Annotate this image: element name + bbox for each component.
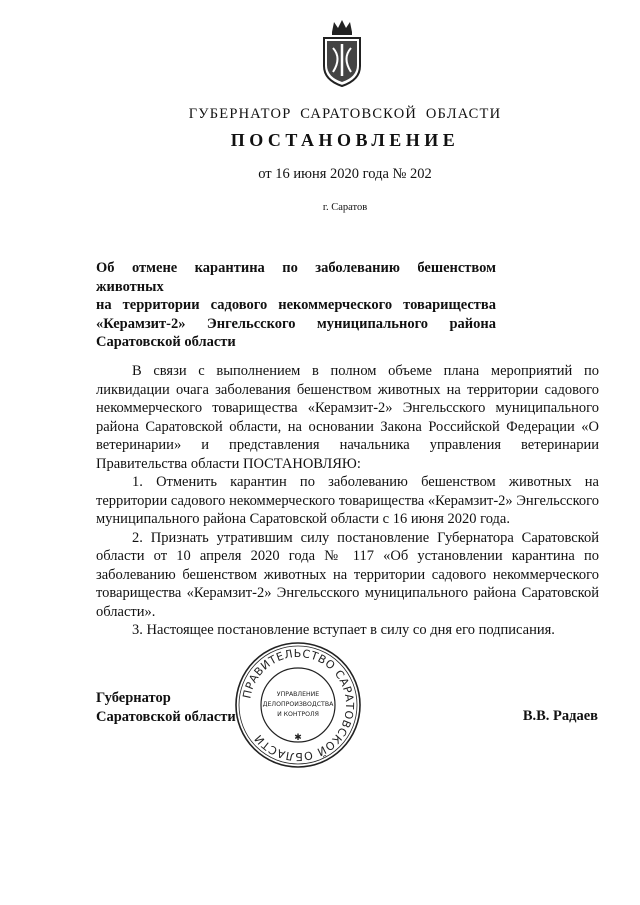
decree-item-2: 2. Признать утратившим силу постановление Губернатора Саратовской области от 10 апреля 2020 года № 117 «Об установлении карантина по заболеванию бешенством животных на территории садового некоммерческого товарищества «Керамзит-2» Энгельсского муниципального района Саратовской области». — [96, 529, 599, 620]
svg-text:И КОНТРОЛЯ: И КОНТРОЛЯ — [277, 711, 319, 718]
subject-line: на территории садового некоммерческого товарищества — [96, 297, 496, 313]
signatory-title-line: Губернатор — [96, 690, 171, 706]
signatory-title-line: Саратовской области — [96, 709, 236, 725]
document-type-title: ПОСТАНОВЛЕНИЕ — [230, 130, 460, 150]
official-seal-stamp — [233, 640, 363, 770]
document-subject — [96, 259, 496, 352]
issuing-authority: ГУБЕРНАТОР САРАТОВСКОЙ ОБЛАСТИ — [188, 106, 502, 122]
decree-item-1: 1. Отменить карантин по заболеванию бешенством животных на территории садового некоммерческого товарищества «Керамзит-2» Энгельсского муниципального района Саратовской области с 16 июня 2020 года. — [96, 474, 599, 527]
signatory-title — [96, 689, 236, 727]
subject-line: Саратовской области — [96, 334, 236, 350]
svg-text:✱: ✱ — [294, 733, 302, 743]
subject-line: Об отмене карантина по заболеванию бешенством животных — [96, 260, 496, 295]
svg-text:ДЕЛОПРОИЗВОДСТВА: ДЕЛОПРОИЗВОДСТВА — [262, 701, 334, 708]
document-city: г. Саратов — [322, 202, 368, 213]
preamble-paragraph: В связи с выполнением в полном объеме плана мероприятий по ликвидации очага заболевания бешенством животных на территории садового некоммерческого товарищества «Керамзит-2» Энгельсского муниципального района Саратовской области, на основании Закона Российской Федерации «О ветеринарии» и представления начальника управления ветеринарии Правительства области ПОСТАНОВЛЯЮ: — [96, 363, 599, 472]
coat-of-arms-icon — [320, 18, 364, 88]
svg-text:УПРАВЛЕНИЕ: УПРАВЛЕНИЕ — [276, 691, 320, 698]
subject-line: «Керамзит-2» Энгельсского муниципального района — [96, 315, 496, 332]
decree-item-3: 3. Настоящее постановление вступает в силу со дня его подписания. — [132, 622, 555, 638]
document-date-number: от 16 июня 2020 года № 202 — [258, 166, 432, 182]
document-body — [96, 362, 599, 640]
svg-text:ПРАВИТЕЛЬСТВО САРАТОВСКОЙ ОБЛА: ПРАВИТЕЛЬСТВО САРАТОВСКОЙ ОБЛАСТИ — [240, 646, 357, 764]
signatory-name: В.В. Радаев — [522, 708, 598, 724]
